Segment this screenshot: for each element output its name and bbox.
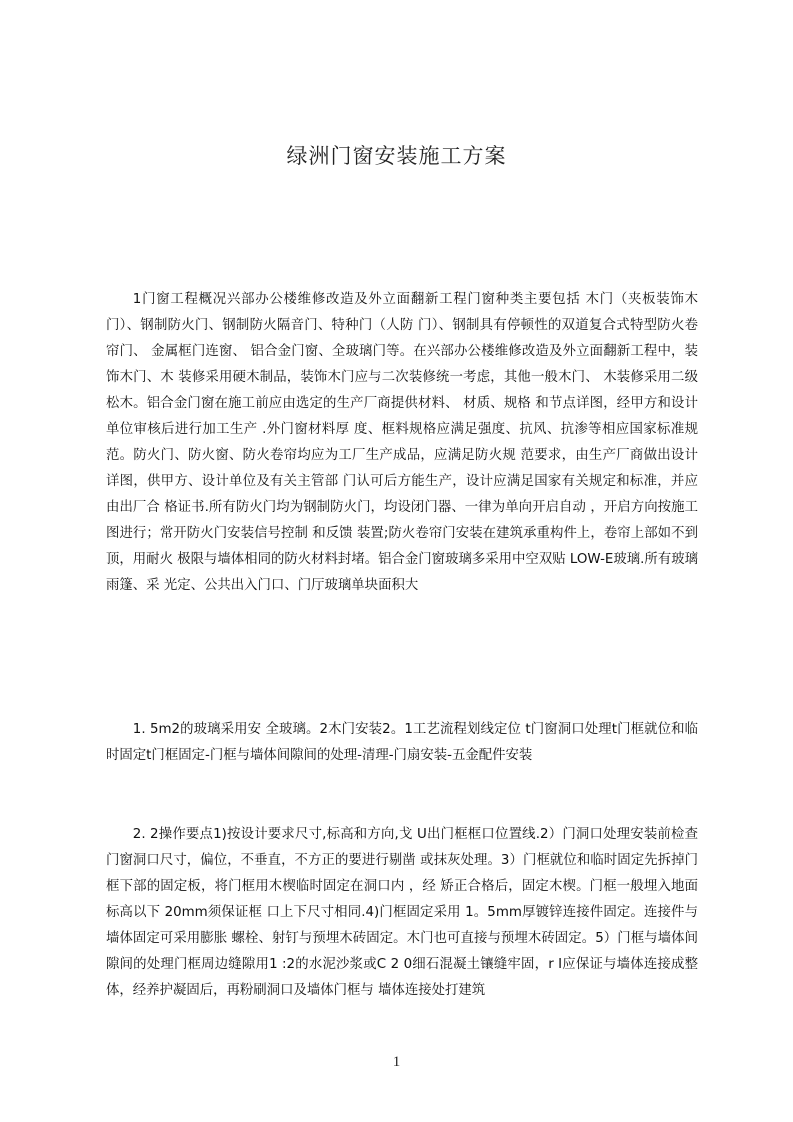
paragraph-door-window-overview (106, 287, 698, 599)
paragraph-text: 1. 5m2的玻璃采用安 全玻璃。2木门安装2。1工艺流程划线定位 t门窗洞口处理t门框就位和临时固定t门框固定-门框与墙体间隙间的处理-清理-门扇安装-五金配件安装 (106, 722, 698, 763)
paragraph-operation-points (106, 822, 698, 1004)
paragraph-text: 2. 2操作要点1)按设计要求尺寸,标高和方向,戈 U出门框框口位置线.2）门洞口处理安装前检查门窗洞口尺寸，偏位，不垂直，不方正的要进行剔凿 或抹灰处理。3）门框就位和临时固定先拆掉门框下部的固定板，将门框用木楔临时固定在洞口内 ，经 矫正合格后，固定木楔。门框一般埋入地面标高以下 20mm须保证框 口上下尺寸相同.4)门框固定采用 1。5mm厚镀锌连接件固定。连接件与墙体固定可采用膨胀 螺栓、射钉与预埋木砖固定。木门也可直接与预埋木砖固定。5）门框与墙体间隙间的处理门框周边缝隙用1 :2的水泥沙浆或C 2 0细石混凝土镶缝牢固，r I应保证与墙体连接成整体，经养护凝固后，再粉刷洞口及墙体门框与 墙体连接处打建筑 (106, 827, 698, 998)
paragraph-text: 1门窗工程概况兴部办公楼维修改造及外立面翻新工程门窗种类主要包括 木门（夹板装饰木门）、钢制防火门、钢制防火隔音门、特种门（人防 门）、钢制具有停顿性的双道复合式特型防火卷帘门、 金属框门连窗、 铝合金门窗、全玻璃门等。在兴部办公楼维修改造及外立面翻新工程中，装饰木门、木 装修采用硬木制品，装饰木门应与二次装修统一考虑，其他一般木门、 木装修采用二级松木。铝合金门窗在施工前应由选定的生产厂商提供材料、 材质、规格 和节点详图，经甲方和设计单位审核后进行加工生产 .外门窗材料厚 度、框料规格应满足强度、抗风、抗渗等相应国家标准规范。防火门、防火窗、防火卷帘均应为工厂生产成品，应满足防火规 范要求，由生产厂商做出设计详图，供甲方、设计单位及有关主管部 门认可后方能生产，设计应满足国家有关规定和标准，并应由出厂合 格证书.所有防火门均为钢制防火门，均设闭门器、一律为单向开启自动 ，开启方向按施工图进行；常开防火门安装信号控制 和反馈 装置;防火卷帘门安装在建筑承重构件上，卷帘上部如不到顶，用耐火 极限与墙体相同的防火材料封堵。铝合金门窗玻璃多采用中空双贴 LOW-E玻璃.所有玻璃雨篷、采 光定、公共出入门口、门厅玻璃单块面积大 (106, 292, 698, 593)
page-title: 绿洲门窗安装施工方案 (286, 144, 507, 168)
paragraph-wood-door-installation (106, 717, 698, 769)
page-number: 1 (392, 1054, 401, 1070)
